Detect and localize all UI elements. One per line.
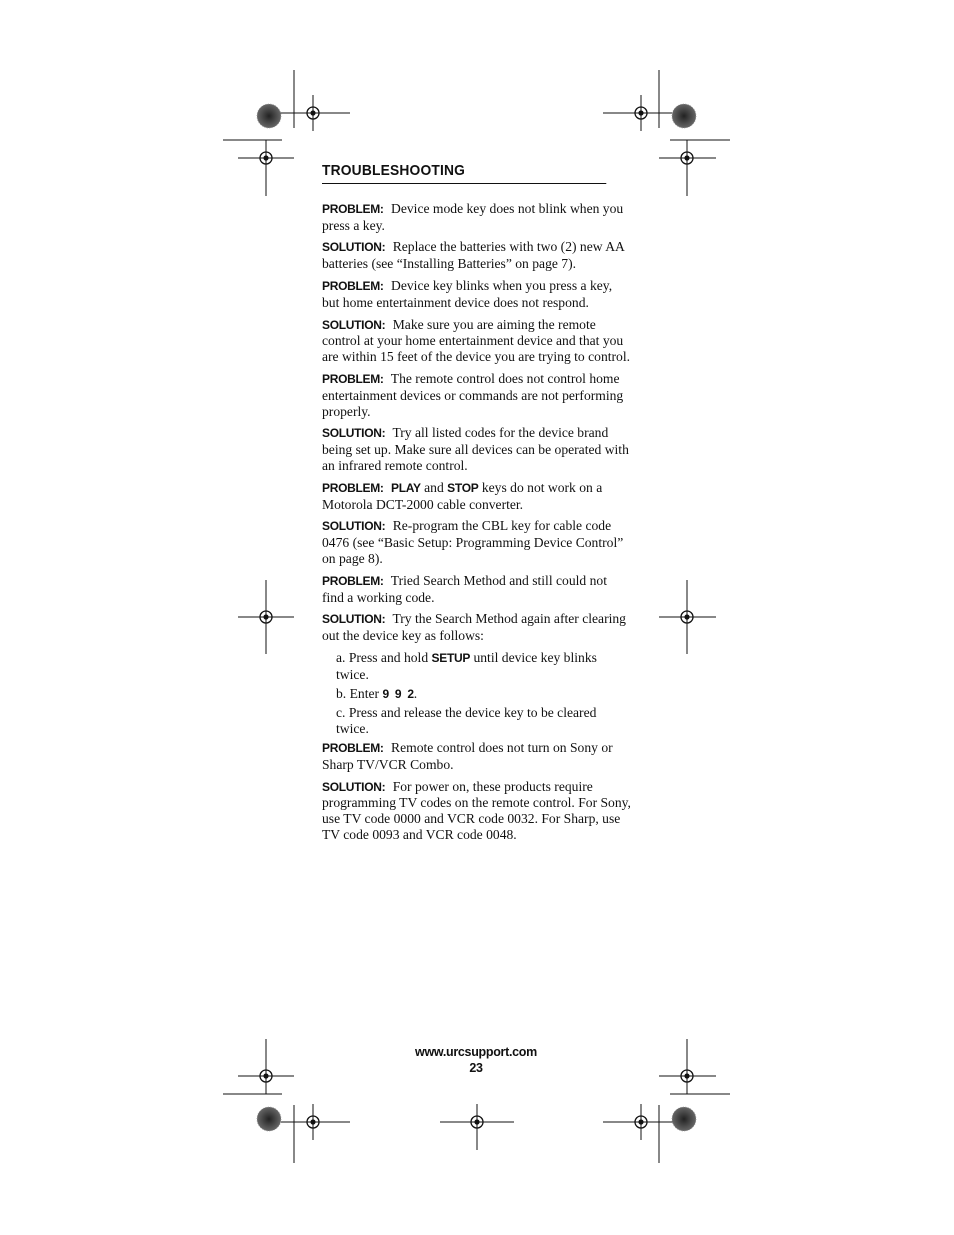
step-b (336, 686, 631, 703)
problem-label: PROBLEM: (322, 573, 384, 588)
setup-key-label: SETUP (431, 650, 471, 665)
code-keys-label: 9 9 2 (382, 686, 414, 701)
problem-entry (322, 573, 631, 606)
solution-label: SOLUTION: (322, 779, 386, 794)
solution-label: SOLUTION: (322, 519, 386, 534)
solution-label: SOLUTION: (322, 317, 386, 332)
entry-text-connector: and (424, 479, 444, 495)
solution-label: SOLUTION: (322, 240, 386, 255)
solution-entry (322, 779, 631, 843)
entry-text: The remote control does not control home entertainment devices or commands are not performing properly. (322, 370, 624, 419)
entry-text: keys do not work on a Motorola DCT-2000 cable converter. (322, 479, 603, 512)
problem-entry (322, 278, 631, 311)
problem-label: PROBLEM: (322, 480, 384, 495)
problem-entry (322, 371, 631, 419)
step-c (336, 705, 631, 737)
entry-text: Device key blinks when you press a key, but home entertainment device does not respond. (322, 277, 613, 310)
page-footer (376, 1044, 576, 1076)
solution-label: SOLUTION: (322, 612, 386, 627)
problem-entry (322, 740, 631, 773)
problem-label: PROBLEM: (322, 201, 384, 216)
entry-text: Try the Search Method again after clearing out the device key as follows: (322, 611, 626, 644)
page-title: TROUBLESHOOTING (322, 163, 606, 184)
solution-label: SOLUTION: (322, 426, 386, 441)
solution-entry (322, 611, 631, 644)
step-text: a. Press and hold (336, 649, 429, 665)
step-a (336, 650, 631, 683)
entry-text: Try all listed codes for the device brand being set up. Make sure all devices can be operated with an infrared remote control. (322, 425, 629, 473)
solution-entry (322, 425, 631, 473)
problem-label: PROBLEM: (322, 278, 384, 293)
entry-text: Make sure you are aiming the remote control at your home entertainment device and that you are within 15 feet of the device you are trying to control. (322, 316, 631, 365)
problem-entry (322, 480, 631, 513)
support-url: www.urcsupport.com (415, 1045, 537, 1059)
solution-entry (322, 518, 631, 566)
play-key-label: PLAY (391, 480, 421, 495)
step-text: c. Press and release the device key to be cleared twice. (336, 705, 597, 737)
entry-text: Device mode key does not blink when you press a key. (322, 200, 624, 233)
step-text: b. Enter (336, 685, 380, 701)
entry-text: Tried Search Method and still could not find a working code. (322, 572, 607, 605)
entry-text: Remote control does not turn on Sony or Sharp TV/VCR Combo. (322, 739, 613, 772)
stop-key-label: STOP (447, 480, 479, 495)
solution-entry (322, 317, 631, 365)
entry-text: Replace the batteries with two (2) new AA batteries (see “Installing Batteries” on page 7). (322, 239, 625, 272)
problem-label: PROBLEM: (322, 740, 384, 755)
problem-entry (322, 201, 631, 234)
entry-text: Re-program the CBL key for cable code 0476 (see “Basic Setup: Programming Device Control” on page 8). (322, 518, 624, 566)
page-number: 23 (469, 1061, 483, 1075)
step-text: until device key blinks twice. (336, 649, 597, 682)
entry-text: For power on, these products require programming TV codes on the remote control. For Sony, use TV code 0000 and VCR code 0032. For Sharp, use TV code 0093 and VCR code 0048. (322, 778, 631, 842)
solution-entry (322, 239, 631, 272)
page-content (322, 163, 631, 849)
problem-label: PROBLEM: (322, 371, 384, 386)
step-text: . (413, 685, 418, 701)
